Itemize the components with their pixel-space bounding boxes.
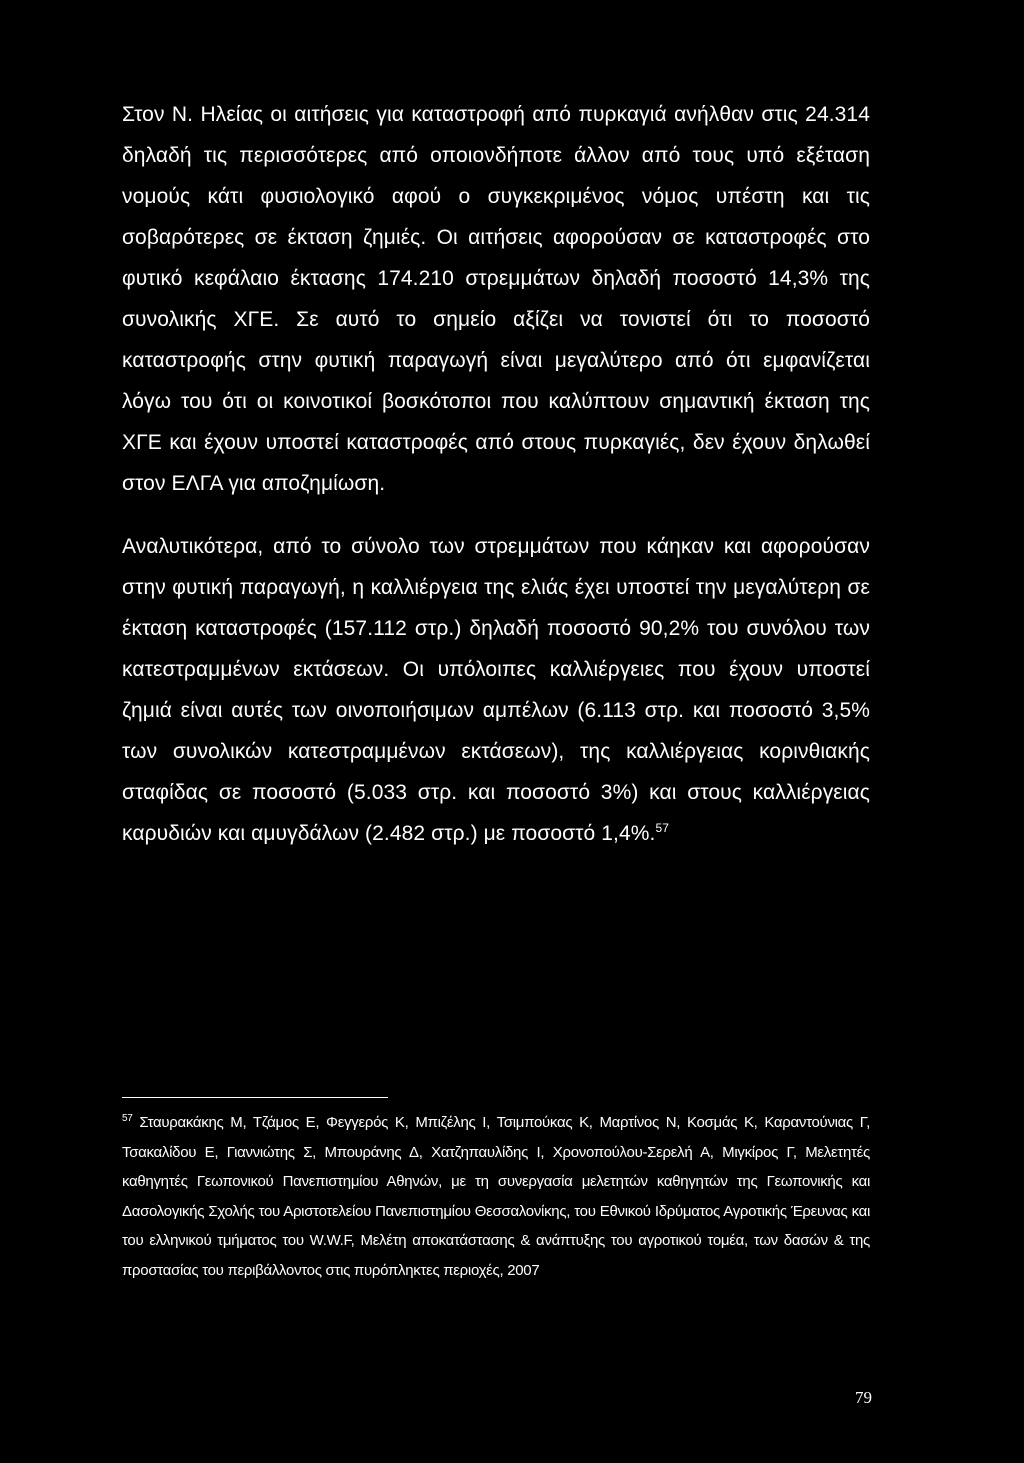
paragraph-text: Αναλυτικότερα, από το σύνολο των στρεμμάτων που κάηκαν και αφορούσαν στην φυτική παραγωγή, η καλλιέργεια της ελιάς έχει υποστεί την μεγαλύτερη σε έκταση καταστροφές (157.112 στρ.) δηλαδή ποσοστό 90,2% του συνόλου των κατεστραμμένων εκτάσεων. Οι υπόλοιπες καλλιέργειες που έχουν υποστεί ζημιά είναι αυτές των οινοποιήσιμων αμπέλων (6.113 στρ. και ποσοστό 3,5% των συνολικών κατεστραμμένων εκτάσεων), της καλλιέργειας κορινθιακής σταφίδας σε ποσοστό (5.033 στρ. και ποσοστό 3%) και στους καλλιέργειας καρυδιών και αμυγδάλων (2.482 στρ.) με ποσοστό 1,4%. [122,535,870,845]
paragraph [122,94,870,504]
footnote [122,1108,870,1285]
footnote-text: Σταυρακάκης Μ, Τζάμος Ε, Φεγγερός Κ, Μπιζέλης Ι, Τσιμπούκας Κ, Μαρτίνος Ν, Κοσμάς Κ, Καραντούνιας Γ, Τσακαλίδου Ε, Γιαννιώτης Σ, Μπουράνης Δ, Χατζηπαυλίδης Ι, Χρονοπούλου-Σερελή Α, Μιγκίρος Γ, Μελετητές καθηγητές Γεωπονικού Πανεπιστημίου Αθηνών, με τη συνεργασία μελετητών καθηγητών της Γεωπονικής και Δασολογικής Σχολής του Αριστοτελείου Πανεπιστημίου Θεσσαλονίκης, του Εθνικού Ιδρύματος Αγροτικής Έρευνας και του ελληνικού τμήματος του W.W.F, Μελέτη αποκατάστασης & ανάπτυξης του αγροτικού τομέα, των δασών & της προστασίας του περιβάλλοντος στις πυρόπληκτες περιοχές, 2007 [122,1114,870,1279]
page-number: 79 [855,1388,872,1407]
paragraph [122,526,870,854]
footnote-reference[interactable]: 57 [655,821,670,835]
footnote-divider [122,1097,388,1098]
document-body [122,94,870,854]
footnote-number: 57 [122,1113,133,1124]
paragraph-text: Στον Ν. Ηλείας οι αιτήσεις για καταστροφή από πυρκαγιά ανήλθαν στις 24.314 δηλαδή τις περισσότερες από οποιονδήποτε άλλον από τους υπό εξέταση νομούς κάτι φυσιολογικό αφού ο συγκεκριμένος νόμος υπέστη και τις σοβαρότερες σε έκταση ζημιές. Οι αιτήσεις αφορούσαν σε καταστροφές στο φυτικό κεφάλαιο έκτασης 174.210 στρεμμάτων δηλαδή ποσοστό 14,3% της συνολικής ΧΓΕ. Σε αυτό το σημείο αξίζει να τονιστεί ότι το ποσοστό καταστροφής στην φυτική παραγωγή είναι μεγαλύτερο από ότι εμφανίζεται λόγω του ότι οι κοινοτικοί βοσκότοποι που καλύπτουν σημαντική έκταση της ΧΓΕ και έχουν υποστεί καταστροφές από στους πυρκαγιές, δεν έχουν δηλωθεί στον ΕΛΓΑ για αποζημίωση. [122,103,870,495]
